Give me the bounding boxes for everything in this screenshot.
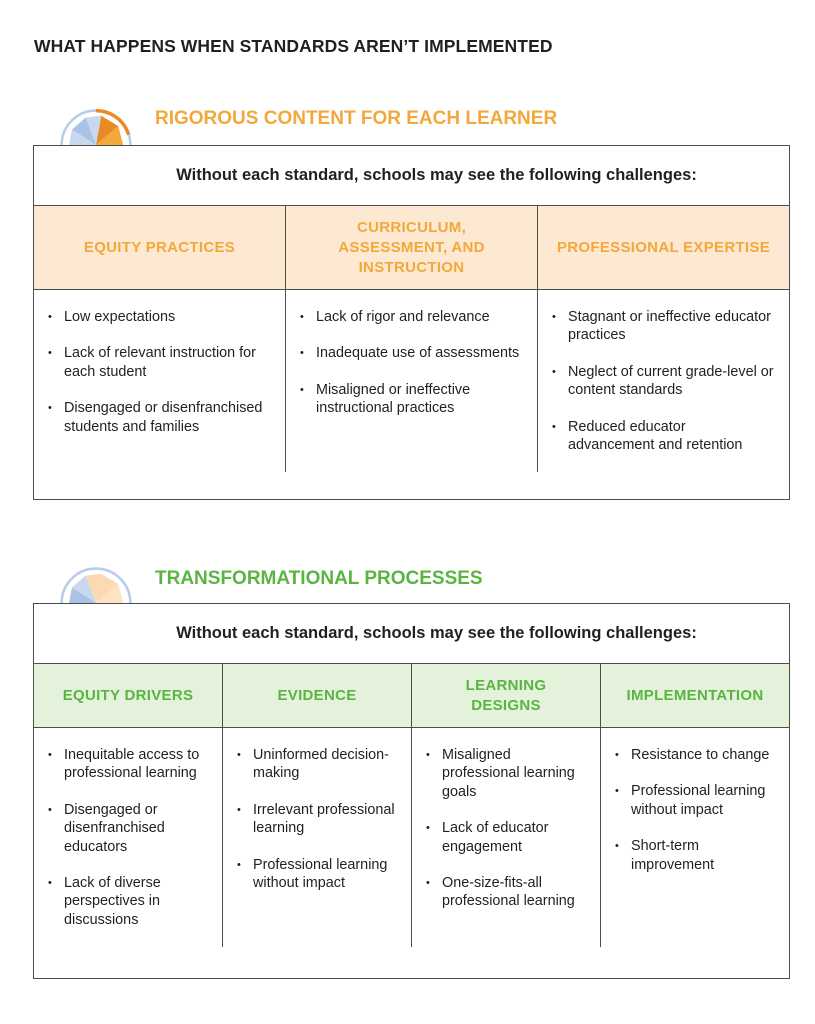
list-item: • One-size-fits-all professional learning xyxy=(426,874,586,911)
challenges-table xyxy=(33,145,790,500)
column-heading: EQUITY DRIVERS xyxy=(34,664,222,728)
list-item: • Low expectations xyxy=(48,308,271,326)
list-item: • Reduced educator advancement and retention xyxy=(552,418,775,455)
column-curriculum-assessment-instruction xyxy=(286,206,538,472)
list-item: • Lack of relevant instruction for each student xyxy=(48,344,271,381)
table-intro: Without each standard, schools may see the following challenges: xyxy=(34,604,789,664)
table-intro: Without each standard, schools may see the following challenges: xyxy=(34,146,789,206)
column-equity-practices xyxy=(34,206,286,472)
list-item: • Lack of rigor and relevance xyxy=(300,308,523,326)
page-title: WHAT HAPPENS WHEN STANDARDS AREN’T IMPLEMENTED xyxy=(34,36,553,56)
column-equity-drivers xyxy=(34,664,223,947)
list-item: • Irrelevant professional learning xyxy=(237,801,397,838)
list-item: • Professional learning without impact xyxy=(237,856,397,893)
list-item: • Lack of diverse perspectives in discussions xyxy=(48,874,208,929)
column-heading: CURRICULUM, ASSESSMENT, AND INSTRUCTION xyxy=(286,206,537,290)
list-item: • Disengaged or disenfranchised educators xyxy=(48,801,208,856)
challenges-table xyxy=(33,603,790,979)
section-transformational-processes xyxy=(33,560,790,980)
column-heading: IMPLEMENTATION xyxy=(601,664,789,728)
section-title: RIGOROUS CONTENT FOR EACH LEARNER xyxy=(155,108,558,129)
list-item: • Resistance to change xyxy=(615,746,775,764)
list-item: • Misaligned professional learning goals xyxy=(426,746,586,801)
column-learning-designs xyxy=(412,664,601,947)
column-evidence xyxy=(223,664,412,947)
list-item: • Neglect of current grade-level or content standards xyxy=(552,363,775,400)
list-item: • Uninformed decision-making xyxy=(237,746,397,783)
list-item: • Professional learning without impact xyxy=(615,782,775,819)
column-heading: LEARNING DESIGNS xyxy=(412,664,600,728)
list-item: • Inequitable access to professional learning xyxy=(48,746,208,783)
column-heading: EQUITY PRACTICES xyxy=(34,206,285,290)
column-professional-expertise xyxy=(538,206,789,472)
list-item: • Lack of educator engagement xyxy=(426,819,586,856)
column-heading: EVIDENCE xyxy=(223,664,411,728)
list-item: • Disengaged or disenfranchised students and families xyxy=(48,399,271,436)
section-title: TRANSFORMATIONAL PROCESSES xyxy=(155,568,483,589)
list-item: • Inadequate use of assessments xyxy=(300,344,523,362)
column-implementation xyxy=(601,664,789,947)
section-rigorous-content xyxy=(33,102,790,502)
list-item: • Stagnant or ineffective educator practices xyxy=(552,308,775,345)
column-heading: PROFESSIONAL EXPERTISE xyxy=(538,206,789,290)
list-item: • Misaligned or ineffective instructional practices xyxy=(300,381,523,418)
list-item: • Short-term improvement xyxy=(615,837,775,874)
